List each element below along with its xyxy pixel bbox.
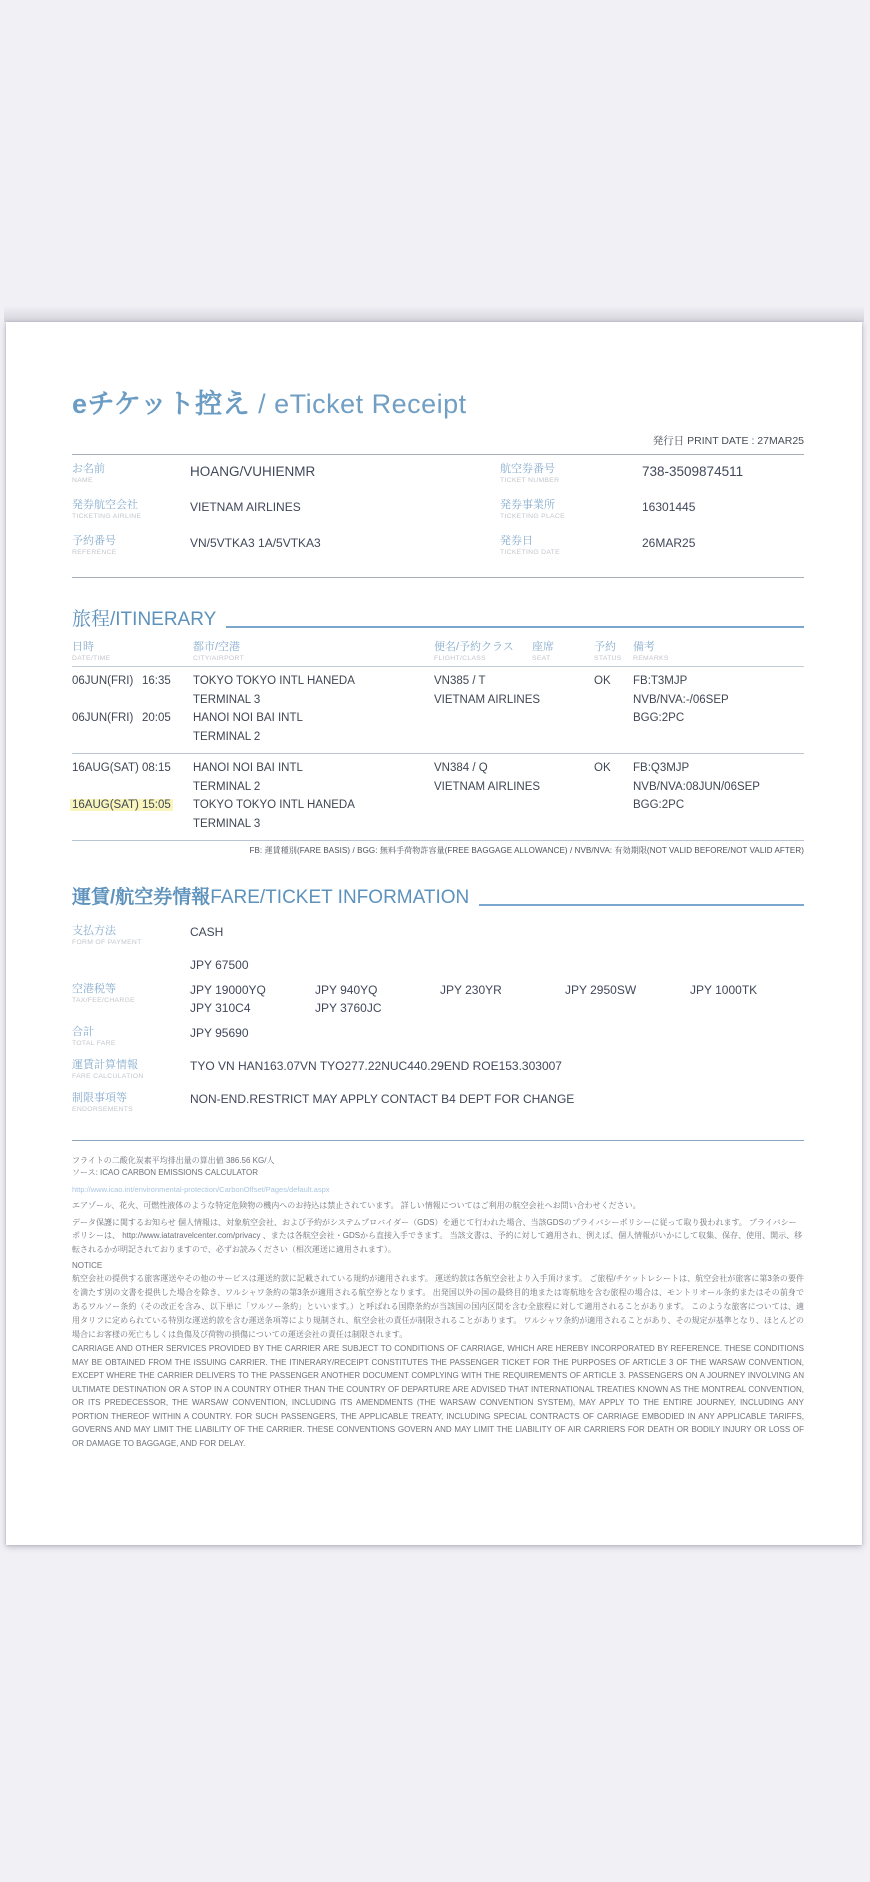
page-title-english: eTicket Receipt [274, 389, 467, 419]
arrival-airport: HANOI NOI BAI INTL [193, 712, 303, 724]
tax-item: JPY 1000TK [690, 983, 758, 997]
base-fare-value: JPY 67500 [190, 958, 249, 972]
fare-heading-japanese: 運賃/航空券情報 [72, 887, 211, 908]
column-header-city-airport: 都市/空港 CITY/AIRPORT [193, 641, 245, 662]
dangerous-goods-paragraph: エアゾール、花火、可燃性液体のような特定危険物の機内へのお持込は禁止されています。 詳しい情報についてはご利用の航空会社へお問い合わせください。 [72, 1201, 641, 1210]
itinerary-bottom-divider [72, 840, 804, 841]
ticketing-place-value: 16301445 [642, 500, 696, 514]
arrival-date-highlighted: 16AUG(SAT) [72, 799, 139, 811]
departure-terminal: TERMINAL 2 [193, 780, 261, 793]
eticket-receipt-page [6, 322, 862, 1545]
remark-fare-basis: FB:Q3MJP [633, 762, 690, 774]
form-of-payment-row [72, 925, 804, 947]
seat-value [532, 672, 594, 691]
tax-item: JPY 19000YQ [190, 983, 266, 997]
endorsements-value: NON-END.RESTRICT MAY APPLY CONTACT B4 DEPT FOR CHANGE [190, 1092, 575, 1106]
page-title-japanese: eチケット控え [72, 389, 251, 419]
remark-baggage: BGG:2PC [633, 712, 685, 724]
tax-item: JPY 2950SW [565, 983, 637, 997]
page-title-separator: / [250, 389, 275, 419]
taxes-label: 空港税等 TAX/FEE/CHARGE [72, 983, 135, 1004]
itinerary-segment-1 [72, 670, 804, 749]
remark-fare-basis: FB:T3MJP [633, 675, 688, 687]
tax-item: JPY 230YR [440, 983, 502, 997]
arrival-date: 06JUN(FRI) [72, 712, 134, 724]
ticketing-airline-label: 発券航空会社 TICKETING AIRLINE [72, 499, 142, 520]
ticketing-airline-value: VIETNAM AIRLINES [190, 500, 301, 514]
taxes-line-1 [190, 983, 804, 997]
ticket-number-value: 738-3509874511 [642, 464, 744, 479]
print-date: 発行日 PRINT DATE : 27MAR25 [652, 435, 804, 447]
page-content [6, 322, 862, 1450]
co2-emissions-line: フライトの二酸化炭素平均排出量の算出値 386.56 KG/人 [72, 1156, 275, 1165]
seat-value [532, 759, 594, 778]
taxes-values [190, 983, 804, 1015]
itinerary-column-headers [72, 641, 804, 667]
fare-calculation-value: TYO VN HAN163.07VN TYO277.22NUC440.29END ROE153.303007 [190, 1059, 562, 1073]
remark-validity: NVB/NVA:-/06SEP [633, 693, 729, 706]
column-header-remarks: 備考 REMARKS [633, 641, 669, 662]
reference-value: VN/5VTKA3 1A/5VTKA3 [190, 536, 321, 550]
itinerary-segment-2 [72, 753, 804, 836]
ticketing-date-label: 発券日 TICKETING DATE [500, 535, 560, 556]
table-row [72, 463, 804, 499]
arrival-time: 20:05 [142, 712, 171, 724]
page-title [72, 382, 804, 421]
fare-heading-english: FARE/TICKET INFORMATION [210, 887, 470, 908]
departure-airport: HANOI NOI BAI INTL [193, 762, 303, 774]
tax-item: JPY 310C4 [190, 1001, 251, 1015]
ticket-number-label: 航空券番号 TICKET NUMBER [500, 463, 560, 484]
base-fare-row [72, 958, 804, 972]
passenger-info-table [72, 455, 804, 578]
departure-date: 16AUG(SAT) [72, 762, 139, 774]
ticketing-date-value: 26MAR25 [642, 536, 696, 550]
itinerary-section-heading: 旅程/ITINERARY [72, 604, 804, 631]
carrier-name: VIETNAM AIRLINES [434, 780, 541, 793]
name-label: お名前 NAME [72, 463, 105, 484]
flight-number-class: VN385 / T [434, 675, 486, 687]
total-fare-label: 合計 TOTAL FARE [72, 1026, 116, 1047]
arrival-terminal: TERMINAL 2 [193, 730, 261, 743]
arrival-terminal: TERMINAL 3 [193, 817, 261, 830]
endorsements-row [72, 1092, 804, 1114]
remark-baggage: BGG:2PC [633, 799, 685, 811]
departure-date: 06JUN(FRI) [72, 675, 134, 687]
taxes-row [72, 983, 804, 1015]
endorsements-label: 制限事項等 ENDORSEMENTS [72, 1092, 134, 1113]
fare-calculation-row [72, 1059, 804, 1081]
taxes-line-2 [190, 1001, 804, 1015]
fine-print-section [72, 1155, 804, 1450]
total-fare-value: JPY 95690 [190, 1026, 249, 1040]
departure-time: 16:35 [142, 675, 171, 687]
departure-time: 08:15 [142, 762, 171, 774]
passenger-name-value: HOANG/VUHIENMR [190, 464, 316, 479]
column-header-datetime: 日時 DATE/TIME [72, 641, 111, 662]
reference-label: 予約番号 REFERENCE [72, 535, 117, 556]
table-row [72, 535, 804, 571]
form-of-payment-value: CASH [190, 925, 224, 939]
status-value: OK [594, 675, 611, 687]
arrival-time-highlighted: 15:05 [142, 799, 171, 811]
departure-terminal: TERMINAL 3 [193, 693, 261, 706]
notice-label: NOTICE [72, 1261, 103, 1270]
column-header-spacer [142, 641, 193, 663]
data-protection-paragraph: データ保護に関するお知らせ 個人情報は、対象航空会社、および予約がシステムプロバイダー（GDS）を通じて行われた場合、当該GDSのプライバシーポリシーに従って取り扱われます。 プライバシーポリシーは、 http://www.iatatravelcenter.com/privacy 、または各航空会社・GDSから直接入手できます。 当該文書は、予約に対して適用され、例えば、個人情報がいかにして収集、保存、使用、開示、移転されるかが明記されておりますので、必ずお読みください（相次運送に適用されます）。 [72, 1217, 803, 1254]
column-header-seat: 座席 SEAT [532, 641, 554, 662]
carbon-offset-link[interactable]: http://www.icao.int/environmental-protection/CarbonOffset/Pages/default.aspx [72, 1185, 330, 1194]
notice-japanese-paragraph: 航空会社の提供する旅客運送やその他のサービスは運送約款に記載されている規約が適用されます。 運送約款は各航空会社より入手頂けます。 ご旅程/チケットレシートは、航空会社が旅客に第3条の要件を満たす別の文書を提供した場合を除き、ワルシャワ条約の第3条が適用される航空券となります。 出発国以外の国の最終目的地または寄航地を含む旅程の場合は、モントリオール条約またはその前身であるワルソー条約（その改正を含み、以下単に「ワルソー条約」といいます。）と呼ばれる国際条約が当該国の国内区間を含む全旅程に対して適用されることがあります。 このような旅客については、適用タリフに定められている特別な運送約款を含む運送条項等により規制され、航空会社の責任が制限されることがあります。 ワルシャワ条約が適用されることがあり、その規定が基準となり、ほとんどの場合にお客様の死亡もしくは負傷及び荷物の損傷についての運送会社の責任は制限されます。 [72, 1274, 804, 1339]
co2-source-line: ソース: ICAO CARBON EMISSIONS CALCULATOR [72, 1168, 259, 1177]
remark-validity: NVB/NVA:08JUN/06SEP [633, 780, 760, 793]
ticketing-place-label: 発券事業所 TICKETING PLACE [500, 499, 565, 520]
column-header-flight-class: 便名/予約クラス FLIGHT/CLASS [434, 641, 514, 662]
table-row [72, 499, 804, 535]
flight-number-class: VN384 / Q [434, 762, 488, 774]
itinerary-footnote: FB: 運賃種別(FARE BASIS) / BGG: 無料手荷物許容量(FREE BAGGAGE ALLOWANCE) / NVB/NVA: 有効期限(NOT VALID BEFORE/NOT VALID AFTER) [249, 846, 804, 855]
fare-calculation-label: 運賃計算情報 FARE CALCULATION [72, 1059, 144, 1080]
form-of-payment-label: 支払方法 FORM OF PAYMENT [72, 925, 142, 946]
arrival-airport: TOKYO TOKYO INTL HANEDA [193, 799, 355, 811]
fare-section-heading [72, 882, 804, 909]
column-header-status: 予約 STATUS [594, 641, 622, 662]
total-fare-row [72, 1026, 804, 1048]
departure-airport: TOKYO TOKYO INTL HANEDA [193, 675, 355, 687]
tax-item: JPY 3760JC [315, 1001, 382, 1015]
fare-bottom-divider [72, 1140, 804, 1141]
notice-english-paragraph: CARRIAGE AND OTHER SERVICES PROVIDED BY THE CARRIER ARE SUBJECT TO CONDITIONS OF CARRIAGE, WHICH ARE HEREBY INCORPORATED BY REFERENCE. THESE CONDITIONS MAY BE OBTAINED FROM THE ISSUING CARRIER. THE ITINERARY/RECEIPT CONSTITUTES THE PASSENGER TICKET FOR THE PURPOSES OF ARTICLE 3 OF THE WARSAW CONVENTION, EXCEPT WHERE THE CARRIER DELIVERS TO THE PASSENGER ANOTHER DOCUMENT COMPLYING WITH THE REQUIREMENTS OF ARTICLE 3. PASSENGERS ON A JOURNEY INVOLVING AN ULTIMATE DESTINATION OR A STOP IN A COUNTRY OTHER THAN THE COUNTRY OF DEPARTURE ARE ADVISED THAT INTERNATIONAL TREATIES KNOWN AS THE MONTREAL CONVENTION, OR ITS PREDECESSOR, THE WARSAW CONVENTION, INCLUDING ITS AMENDMENTS (THE WARSAW CONVENTION SYSTEM), MAY APPLY TO THE ENTIRE JOURNEY, INCLUDING ANY PORTION THEREOF WITHIN A COUNTRY. FOR SUCH PASSENGERS, THE APPLICABLE TREATY, INCLUDING SPECIAL CONTRACTS OF CARRIAGE EMBODIED IN ANY APPLICABLE TARIFFS, GOVERNS AND MAY LIMIT THE LIABILITY OF THE CARRIER. THESE CONVENTIONS GOVERN AND MAY LIMIT THE LIABILITY OF AIR CARRIERS FOR DEATH OR BODILY INJURY OR LOSS OF OR DAMAGE TO BAGGAGE, AND FOR DELAY. [72, 1344, 804, 1448]
tax-item: JPY 940YQ [315, 983, 378, 997]
status-value: OK [594, 762, 611, 774]
carrier-name: VIETNAM AIRLINES [434, 693, 541, 706]
